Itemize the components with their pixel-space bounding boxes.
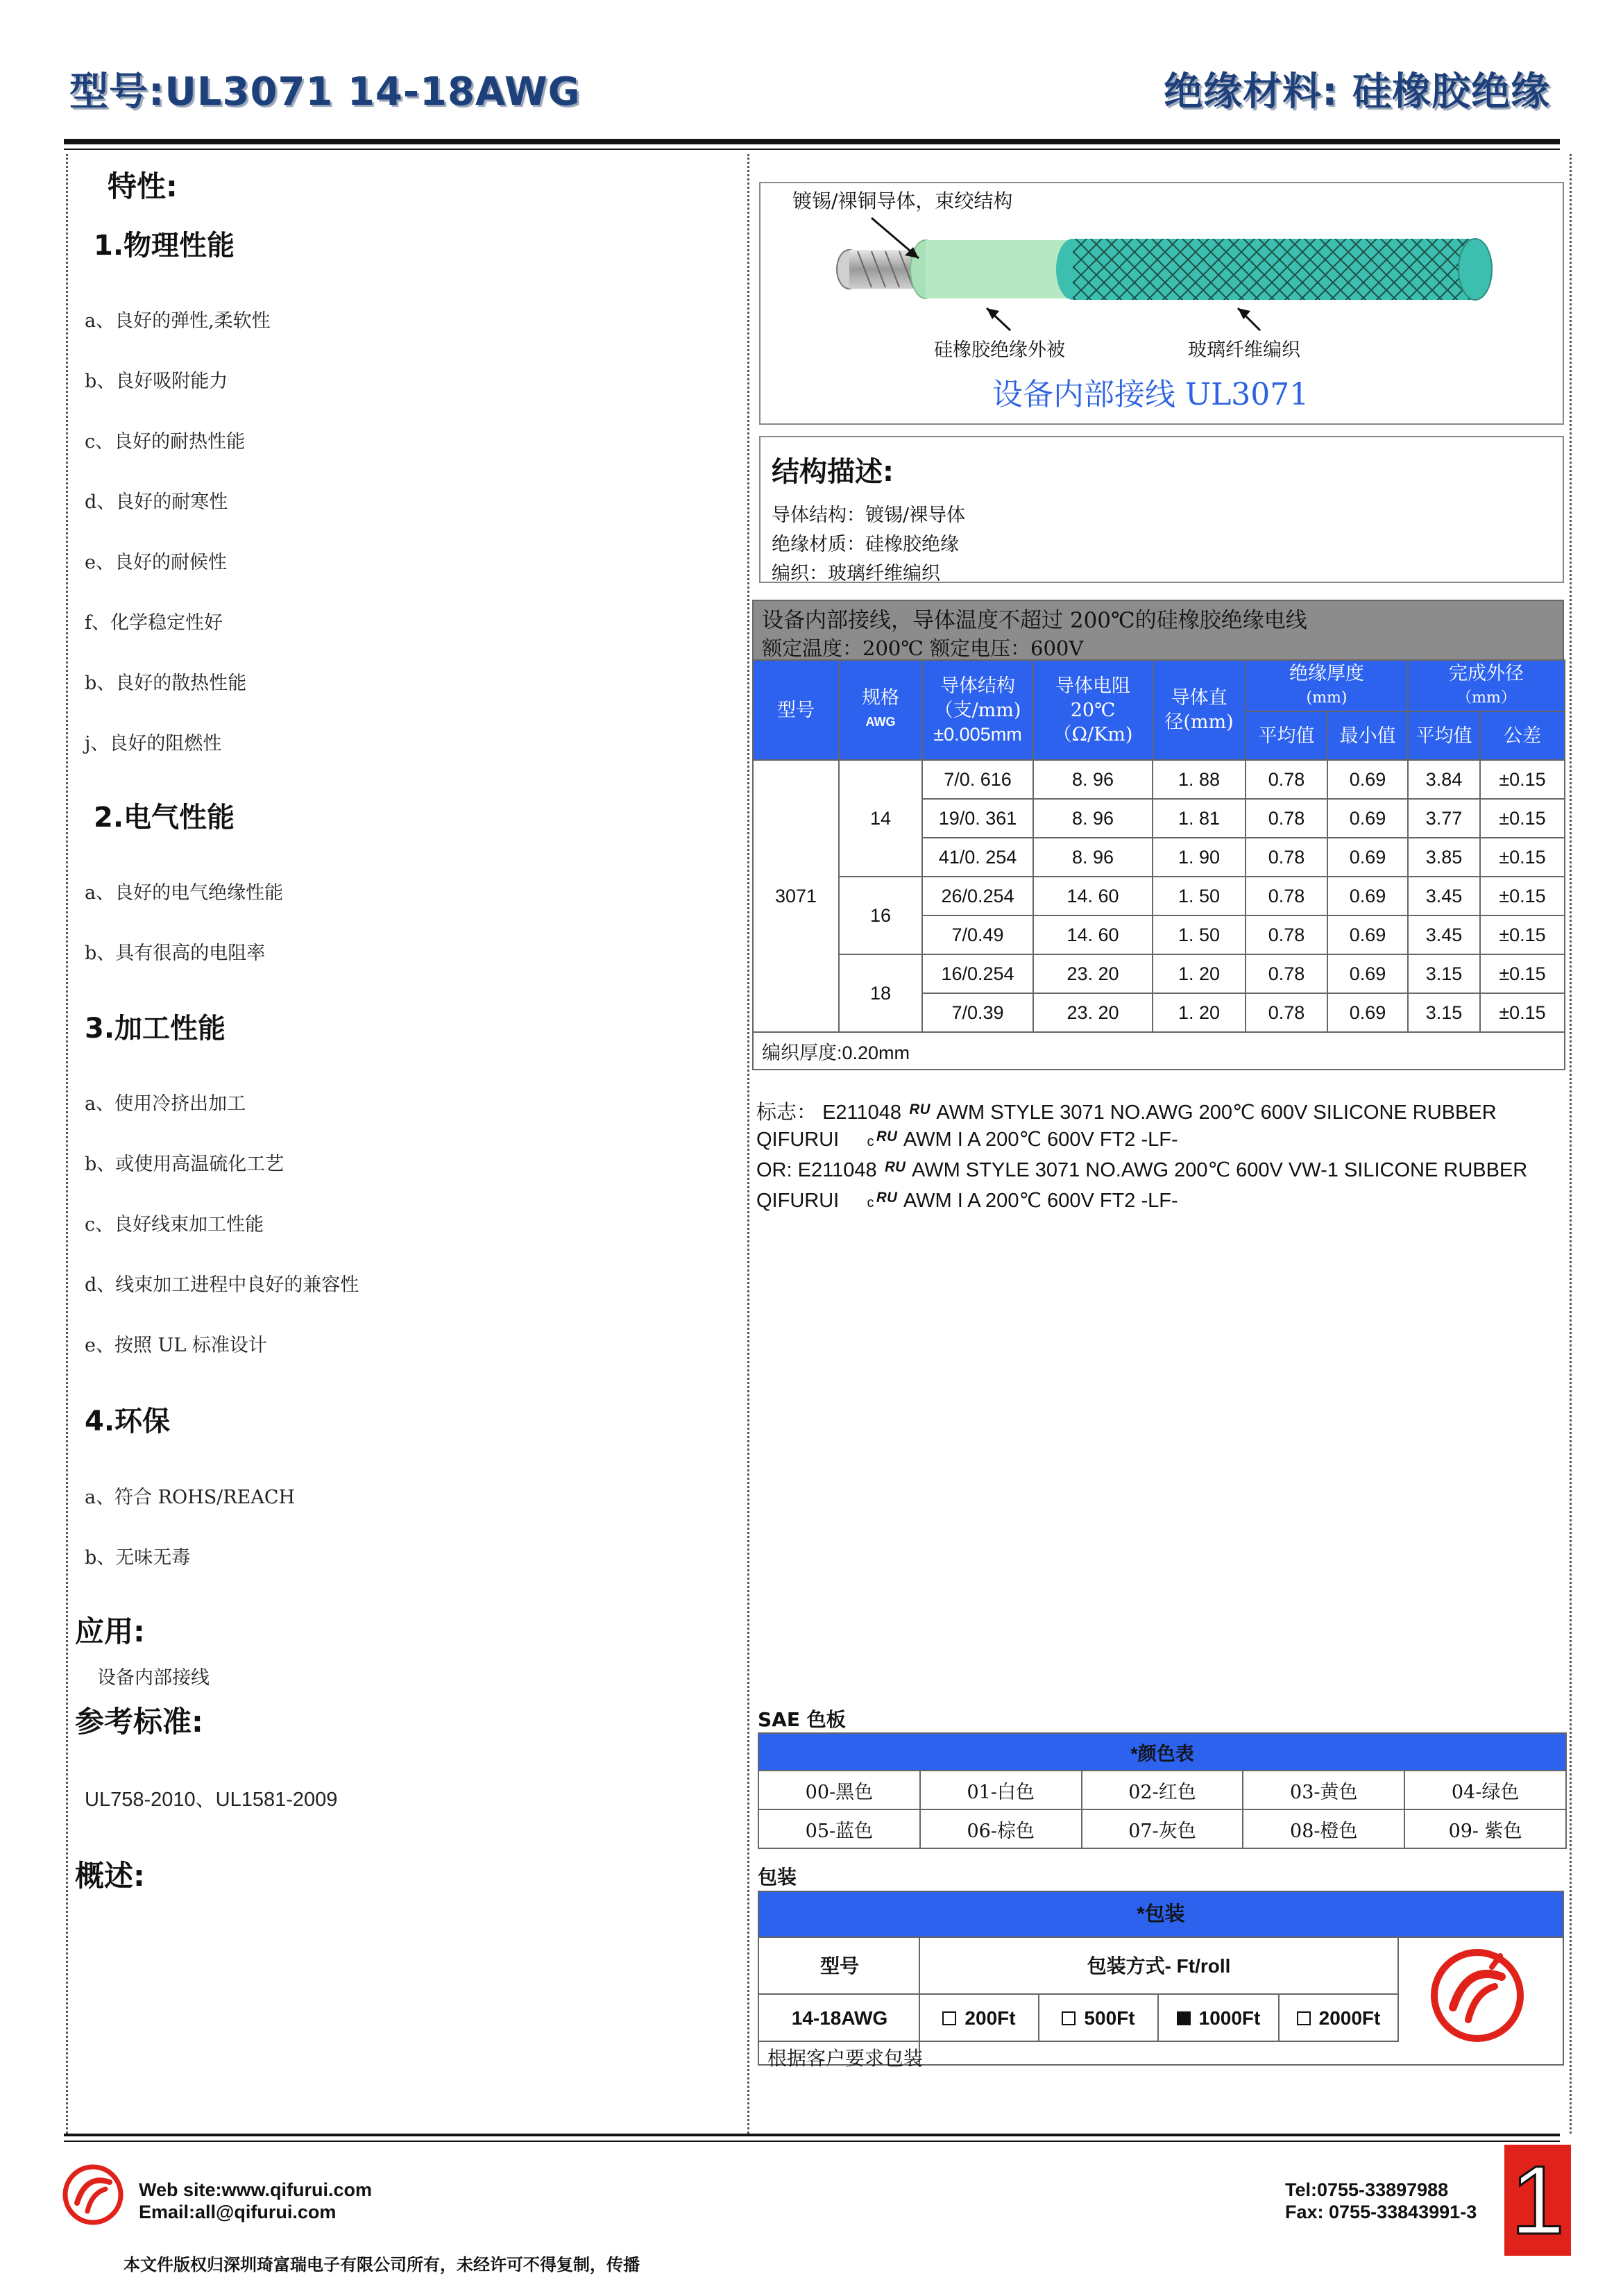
col-diameter-unit: 径(mm)	[1164, 711, 1234, 733]
conductor-cell: 7/0.49	[922, 915, 1033, 954]
marking-file: OR: E211048	[756, 1159, 877, 1181]
diameter-cell: 1. 50	[1153, 877, 1246, 915]
jacket-label: 硅橡胶绝缘外被	[934, 339, 1065, 361]
marking-line3	[756, 1158, 1527, 1182]
od-cell: 3.85	[1408, 838, 1480, 877]
color-cell: 00-黑色	[758, 1771, 920, 1809]
color-cell: 09- 紫色	[1404, 1809, 1566, 1848]
col-thickness-label: 绝缘厚度	[1289, 663, 1364, 684]
page-number: 1	[1504, 2145, 1571, 2256]
col-od-avg: 平均值	[1408, 711, 1480, 760]
section-electrical-title: 2.电气性能	[94, 802, 235, 834]
structure-title: 结构描述:	[772, 456, 894, 488]
braid-thickness: 编织厚度:0.20mm	[753, 1032, 1565, 1070]
marking-text: AWM STYLE 3071 NO.AWG 200℃ 600V VW-1 SILICONE RUBBER	[911, 1159, 1528, 1181]
tol-cell: ±0.15	[1480, 799, 1565, 838]
application-text: 设备内部接线	[97, 1667, 210, 1689]
processing-item: b、或使用高温硫化工艺	[85, 1154, 284, 1175]
col-od-unit: （mm）	[1456, 689, 1516, 707]
diameter-cell: 1. 88	[1153, 760, 1246, 799]
marking-line4	[756, 1188, 1178, 1213]
col-conductor-tol: ±0.005mm	[933, 723, 1022, 745]
col-thickness-unit: (mm)	[1306, 689, 1348, 707]
checkbox-icon[interactable]	[1062, 2011, 1076, 2025]
features-title: 特性:	[108, 169, 178, 203]
marking-text: AWM I A 200℃ 600V FT2 -LF-	[903, 1190, 1178, 1212]
overview-title: 概述:	[75, 1859, 145, 1893]
spec-table	[752, 659, 1565, 1070]
c-prefix: c	[867, 1195, 874, 1210]
pack-option-label: 2000Ft	[1318, 2007, 1381, 2029]
conductor-cell: 41/0. 254	[922, 838, 1033, 877]
tol-cell: ±0.15	[1480, 877, 1565, 915]
min-cell: 0.69	[1327, 877, 1408, 915]
min-cell: 0.69	[1327, 915, 1408, 954]
marking-file: E211048	[822, 1101, 902, 1124]
structure-line: 绝缘材质：硅橡胶绝缘	[772, 534, 959, 555]
marking-line2	[756, 1127, 1178, 1151]
packaging-header: *包装	[759, 1892, 1563, 1938]
structure-box	[759, 436, 1564, 583]
resistance-cell: 14. 60	[1033, 915, 1153, 954]
diameter-cell: 1. 20	[1153, 954, 1246, 993]
processing-item: a、使用冷挤出加工	[85, 1093, 246, 1115]
col-diameter	[1153, 660, 1246, 760]
color-cell: 07-灰色	[1082, 1809, 1243, 1848]
diameter-cell: 1. 81	[1153, 799, 1246, 838]
tol-cell: ±0.15	[1480, 954, 1565, 993]
environment-item: b、无味无毒	[85, 1547, 191, 1569]
marking-brand: QIFURUI	[756, 1190, 840, 1212]
awg-cell: 16	[839, 877, 922, 954]
min-cell: 0.69	[1327, 799, 1408, 838]
tol-cell: ±0.15	[1480, 993, 1565, 1032]
physical-item: j、良好的阻燃性	[85, 733, 222, 754]
diameter-cell: 1. 50	[1153, 915, 1246, 954]
min-cell: 0.69	[1327, 954, 1408, 993]
pack-option-200[interactable]	[920, 1995, 1039, 2042]
marking-text: AWM STYLE 3071 NO.AWG 200℃ 600V SILICONE RUBBER	[936, 1101, 1497, 1124]
col-avg: 平均值	[1246, 711, 1327, 760]
resistance-cell: 23. 20	[1033, 993, 1153, 1032]
footer-email[interactable]: Email:all@qifurui.com	[139, 2202, 337, 2222]
footer-fax: Fax: 0755-33843991-3	[1285, 2202, 1477, 2222]
avg-cell: 0.78	[1246, 799, 1327, 838]
structure-line: 导体结构：镀锡/裸导体	[772, 505, 966, 526]
packaging-title: 包装	[758, 1866, 797, 1889]
od-cell: 3.15	[1408, 993, 1480, 1032]
header-rule-thin	[64, 149, 1560, 150]
conductor-cell: 7/0. 616	[922, 760, 1033, 799]
processing-item: c、良好线束加工性能	[85, 1214, 264, 1235]
color-cell: 06-棕色	[920, 1809, 1082, 1848]
colors-title: SAE 色板	[758, 1708, 846, 1731]
resistance-cell: 8. 96	[1033, 838, 1153, 877]
color-cell: 04-绿色	[1404, 1771, 1566, 1809]
cable-diagram-box	[759, 182, 1564, 425]
processing-item: e、按照 UL 标准设计	[85, 1335, 267, 1356]
resistance-cell: 8. 96	[1033, 760, 1153, 799]
od-cell: 3.45	[1408, 915, 1480, 954]
conductor-cell: 26/0.254	[922, 877, 1033, 915]
col-awg-label: AWG	[865, 715, 896, 729]
conductor-label: 镀锡/裸铜导体，束绞结构	[792, 189, 1013, 212]
ul-icon: ᴿᵁ	[908, 1101, 930, 1124]
pack-option-1000[interactable]	[1159, 1995, 1280, 2042]
pack-model: 14-18AWG	[759, 1995, 920, 2042]
packaging-note: 根据客户要求包装	[767, 2047, 924, 2070]
od-cell: 3.15	[1408, 954, 1480, 993]
packaging-box	[758, 1891, 1564, 2070]
col-resistance-label: 导体电阻	[1055, 675, 1130, 697]
od-cell: 3.45	[1408, 877, 1480, 915]
avg-cell: 0.78	[1246, 760, 1327, 799]
checkbox-checked-icon[interactable]	[1177, 2011, 1191, 2025]
section-processing-title: 3.加工性能	[85, 1013, 226, 1045]
pack-option-500[interactable]	[1039, 1995, 1159, 2042]
marking-brand: QIFURUI	[756, 1129, 840, 1151]
col-conductor-unit: （支/mm)	[934, 699, 1021, 721]
pack-option-label: 200Ft	[965, 2007, 1016, 2029]
col-conductor-label: 导体结构	[940, 675, 1015, 697]
col-diameter-label: 导体直	[1171, 687, 1227, 709]
min-cell: 0.69	[1327, 760, 1408, 799]
physical-item: b、良好的散热性能	[85, 673, 247, 694]
min-cell: 0.69	[1327, 838, 1408, 877]
marking-line1	[756, 1097, 1497, 1125]
frame-right	[1570, 154, 1572, 2134]
diameter-cell: 1. 20	[1153, 993, 1246, 1032]
insulation-title: 绝缘材料: 硅橡胶绝缘	[1164, 69, 1550, 115]
model-cell: 3071	[753, 760, 839, 1032]
section-physical-title: 1.物理性能	[94, 230, 235, 262]
cul-icon: ᴿᵁ	[875, 1128, 897, 1151]
footer-rule-thin	[64, 2141, 1560, 2142]
standard-text: UL758-2010、UL1581-2009	[85, 1789, 338, 1811]
col-gauge	[839, 660, 922, 760]
conductor-cell: 16/0.254	[922, 954, 1033, 993]
col-gauge-label: 规格	[862, 687, 899, 709]
resistance-cell: 14. 60	[1033, 877, 1153, 915]
company-logo-icon	[1425, 1943, 1529, 2048]
min-cell: 0.69	[1327, 993, 1408, 1032]
color-cell: 02-红色	[1082, 1771, 1243, 1809]
tol-cell: ±0.15	[1480, 760, 1565, 799]
tol-cell: ±0.15	[1480, 838, 1565, 877]
standard-title: 参考标准:	[75, 1705, 203, 1739]
pack-option-label: 1000Ft	[1198, 2007, 1261, 2029]
physical-item: f、化学稳定性好	[85, 612, 223, 634]
col-resistance	[1033, 660, 1153, 760]
avg-cell: 0.78	[1246, 993, 1327, 1032]
footer-rule	[64, 2134, 1560, 2136]
col-od-label: 完成外径	[1449, 663, 1524, 684]
cul-icon: ᴿᵁ	[875, 1189, 897, 1212]
col-tol: 公差	[1480, 711, 1565, 760]
color-cell: 03-黄色	[1243, 1771, 1404, 1809]
col-min: 最小值	[1327, 711, 1408, 760]
ul-icon: ᴿᵁ	[883, 1158, 905, 1181]
col-thickness	[1246, 660, 1408, 711]
od-cell: 3.84	[1408, 760, 1480, 799]
braid-label: 玻璃纤维编织	[1188, 339, 1300, 361]
avg-cell: 0.78	[1246, 954, 1327, 993]
od-cell: 3.77	[1408, 799, 1480, 838]
checkbox-icon[interactable]	[1297, 2011, 1311, 2025]
conductor-cell: 7/0.39	[922, 993, 1033, 1032]
color-cell: 01-白色	[920, 1771, 1082, 1809]
color-table	[758, 1732, 1567, 1849]
footer-logo-icon	[60, 2161, 126, 2228]
resistance-cell: 23. 20	[1033, 954, 1153, 993]
footer-tel: Tel:0755-33897988	[1285, 2179, 1449, 2200]
footer-website[interactable]: Web site:www.qifurui.com	[139, 2179, 373, 2200]
c-prefix: c	[867, 1134, 874, 1149]
col-od	[1408, 660, 1565, 711]
physical-item: c、良好的耐热性能	[85, 431, 246, 453]
section-environment-title: 4.环保	[85, 1406, 171, 1437]
resistance-cell: 8. 96	[1033, 799, 1153, 838]
avg-cell: 0.78	[1246, 877, 1327, 915]
physical-item: e、良好的耐候性	[85, 552, 227, 573]
pack-col-method: 包装方式- Ft/roll	[920, 1938, 1399, 1995]
physical-item: b、良好吸附能力	[85, 371, 228, 392]
header-rule	[64, 139, 1560, 144]
electrical-item: b、具有很高的电阻率	[85, 943, 266, 964]
col-conductor	[922, 660, 1033, 760]
marking-label: 标志：	[756, 1100, 817, 1124]
avg-cell: 0.78	[1246, 915, 1327, 954]
frame-left	[66, 154, 68, 2134]
color-table-header: *颜色表	[758, 1733, 1566, 1771]
conductor-cell: 19/0. 361	[922, 799, 1033, 838]
physical-item: a、良好的弹性,柔软性	[85, 310, 271, 332]
diameter-cell: 1. 90	[1153, 838, 1246, 877]
spec-banner-line2: 额定温度：200℃ 额定电压：600V	[762, 636, 1084, 660]
spec-banner-line1: 设备内部接线，导体温度不超过 200℃的硅橡胶绝缘电线	[762, 608, 1307, 633]
diagram-caption: 设备内部接线 UL3071	[992, 377, 1309, 412]
awg-cell: 14	[839, 760, 922, 877]
awg-cell: 18	[839, 954, 922, 1032]
physical-item: d、良好的耐寒性	[85, 491, 228, 513]
electrical-item: a、良好的电气绝缘性能	[85, 882, 284, 904]
avg-cell: 0.78	[1246, 838, 1327, 877]
structure-line: 编织：玻璃纤维编织	[772, 563, 940, 584]
frame-middle	[747, 154, 749, 2134]
color-cell: 05-蓝色	[758, 1809, 920, 1848]
processing-item: d、线束加工进程中良好的兼容性	[85, 1274, 359, 1296]
col-model: 型号	[753, 660, 839, 760]
pack-option-label: 500Ft	[1084, 2007, 1135, 2029]
environment-item: a、符合 ROHS/REACH	[85, 1487, 296, 1508]
checkbox-icon[interactable]	[942, 2011, 956, 2025]
marking-text: AWM I A 200℃ 600V FT2 -LF-	[903, 1129, 1178, 1151]
spec-banner	[752, 600, 1564, 661]
copyright: 本文件版权归深圳琦富瑞电子有限公司所有，未经许可不得复制，传播	[124, 2255, 640, 2274]
model-title: 型号:UL3071 14-18AWG	[69, 69, 581, 115]
col-resistance-unit: （Ω/Km)	[1053, 723, 1133, 745]
col-resistance-temp: 20℃	[1070, 699, 1116, 721]
pack-option-2000[interactable]	[1280, 1995, 1399, 2042]
pack-col-model: 型号	[759, 1938, 920, 1995]
color-cell: 08-橙色	[1243, 1809, 1404, 1848]
tol-cell: ±0.15	[1480, 915, 1565, 954]
application-title: 应用:	[75, 1614, 145, 1648]
